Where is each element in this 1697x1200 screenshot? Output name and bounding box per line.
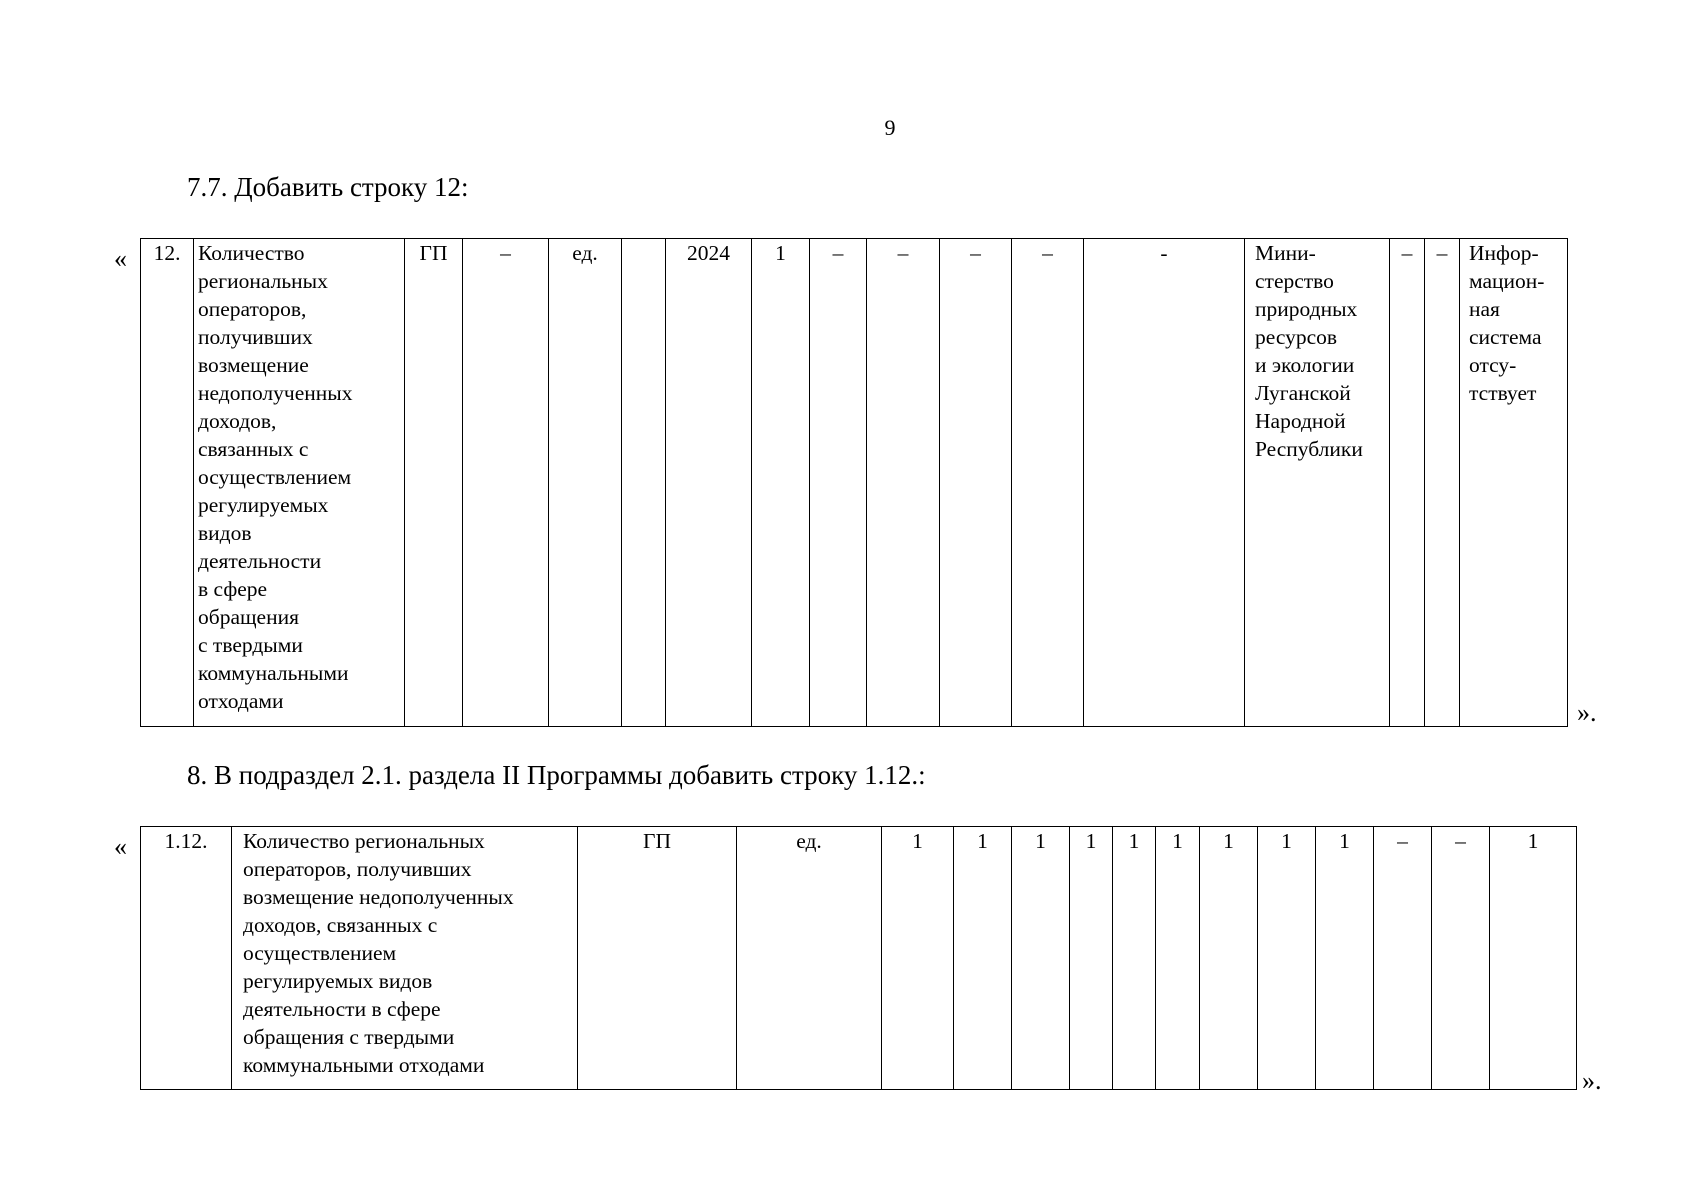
table-row-1-12 <box>140 826 1577 1090</box>
indicator-name: Количество региональных операторов, получивших возмещение недополученных доходов, связанных с осуществлением регулируемых видов деятельности в сфере обращения с твердыми коммунальными отходами <box>194 239 405 727</box>
cell-13: - <box>1084 239 1245 727</box>
section-8-heading: 8. В подраздел 2.1. раздела II Программы добавить строку 1.12.: <box>187 760 926 790</box>
table-row-12 <box>140 238 1568 727</box>
indicator-type: ГП <box>405 239 463 727</box>
cell-8: 1 <box>752 239 810 727</box>
open-quote: « <box>114 832 127 861</box>
indicator-name: Количество региональных операторов, получивших возмещение недополученных доходов, связанных с осуществлением регулируемых видов деятельности в сфере обращения с твердыми коммунальными отходами <box>232 827 578 1090</box>
value-cell: – <box>1432 827 1490 1090</box>
value-cell: 1 <box>1070 827 1113 1090</box>
cell-4: – <box>463 239 549 727</box>
close-quote: ». <box>1577 698 1597 727</box>
value-cell: 1 <box>1316 827 1374 1090</box>
page-number: 9 <box>884 115 896 140</box>
cell-9: – <box>810 239 867 727</box>
value-cell: 1 <box>1490 827 1577 1090</box>
responsible-body: Мини- стерство природных ресурсов и экологии Луганской Народной Республики <box>1245 239 1390 727</box>
value-cell: 1 <box>1258 827 1316 1090</box>
unit: ед. <box>737 827 882 1090</box>
row-number: 1.12. <box>141 827 232 1090</box>
row-number: 12. <box>141 239 194 727</box>
value-cell: – <box>1374 827 1432 1090</box>
value-cell: 1 <box>1156 827 1200 1090</box>
value-cell: 1 <box>882 827 954 1090</box>
year: 2024 <box>666 239 752 727</box>
cell-15: – <box>1390 239 1425 727</box>
indicator-type: ГП <box>578 827 737 1090</box>
section-7-7-heading: 7.7. Добавить строку 12: <box>187 172 469 202</box>
cell-11: – <box>940 239 1012 727</box>
cell-12: – <box>1012 239 1084 727</box>
value-cell: 1 <box>1012 827 1070 1090</box>
value-cell: 1 <box>1113 827 1156 1090</box>
unit: ед. <box>549 239 622 727</box>
information-system: Инфор- мацион- ная система отсу- тствует <box>1460 239 1568 727</box>
value-cell: 1 <box>1200 827 1258 1090</box>
value-cell: 1 <box>954 827 1012 1090</box>
cell-10: – <box>867 239 940 727</box>
open-quote: « <box>114 244 127 273</box>
cell-16: – <box>1425 239 1460 727</box>
cell-6 <box>622 239 666 727</box>
close-quote: ». <box>1582 1066 1602 1095</box>
